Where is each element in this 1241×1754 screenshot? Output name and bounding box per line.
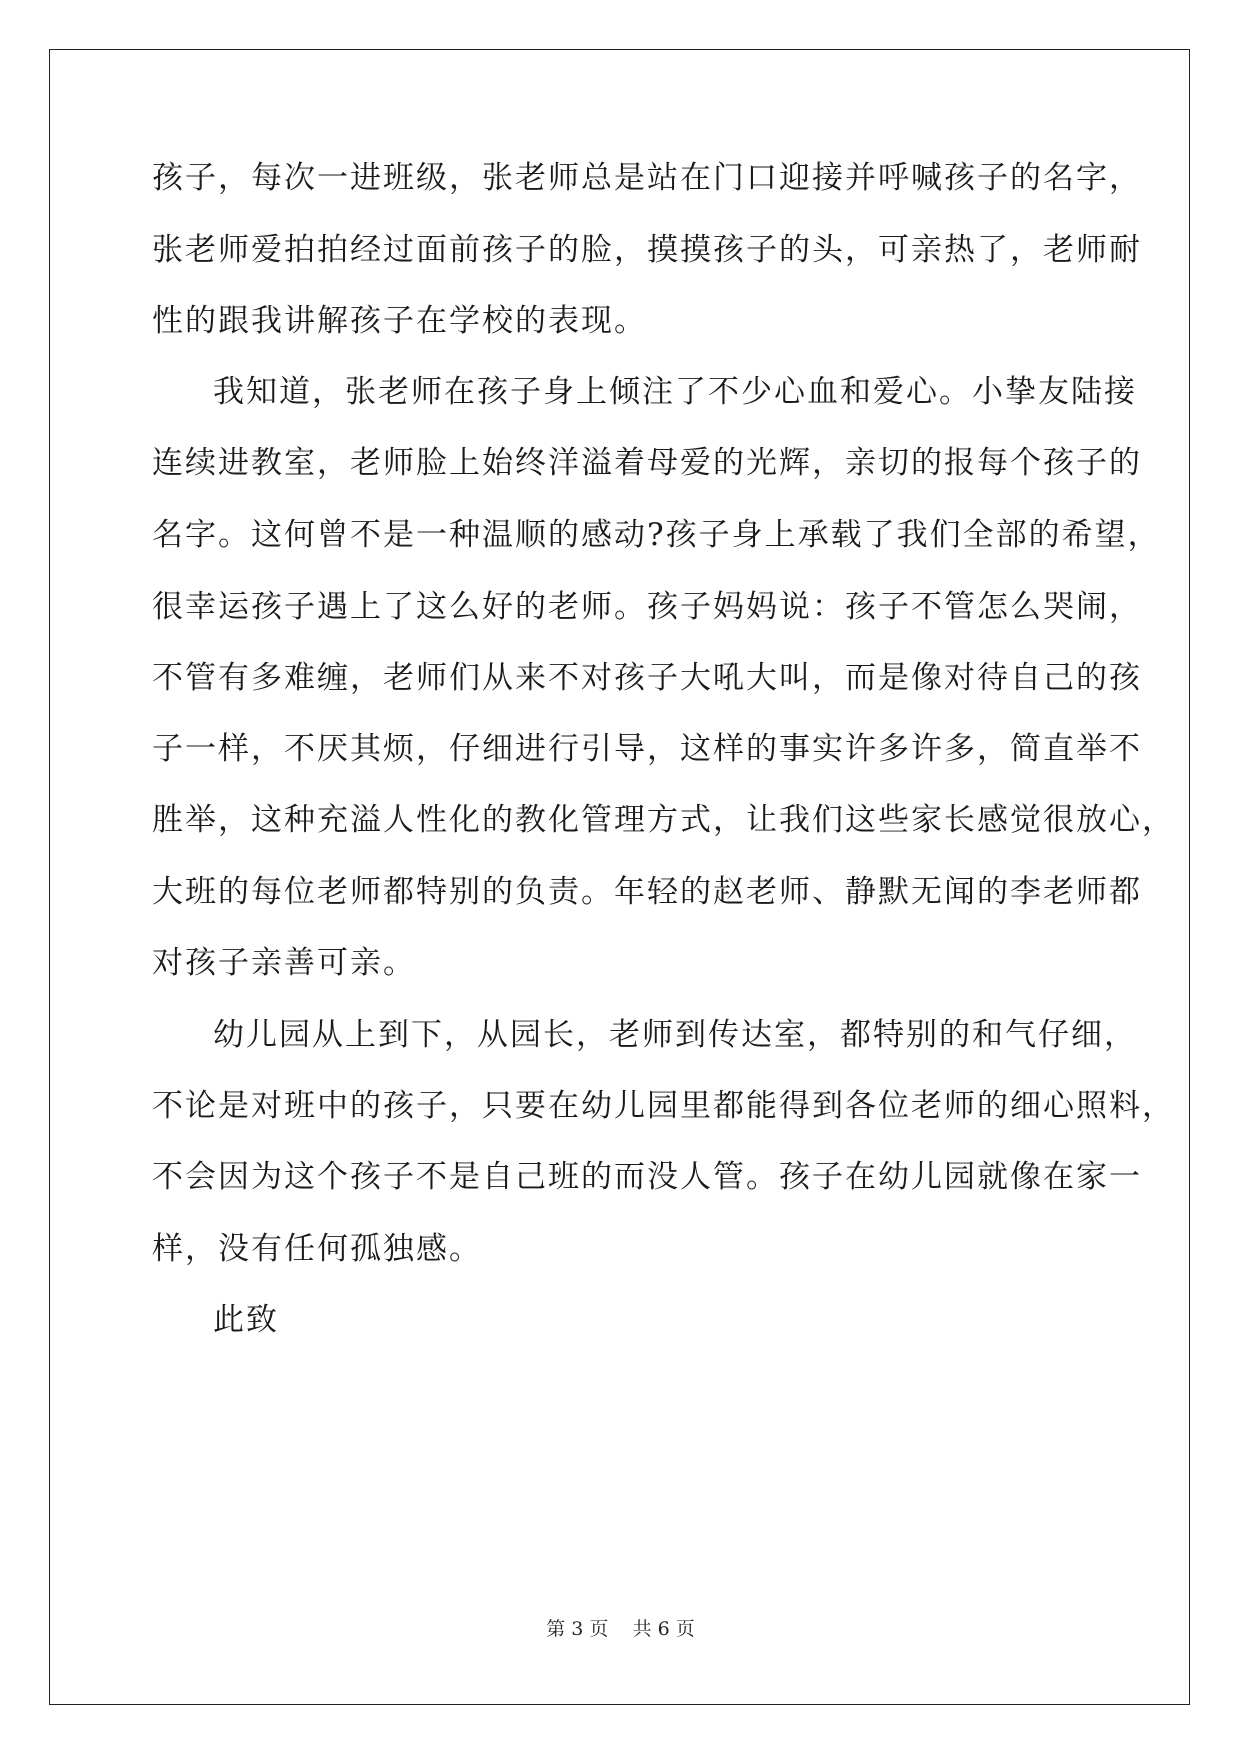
body-text-line: 名字。这何曾不是一种温顺的感动?孩子身上承载了我们全部的希望，	[152, 517, 1161, 553]
body-text-line: 胜举，这种充溢人性化的教化管理方式，让我们这些家长感觉很放心，	[152, 802, 1175, 838]
body-text-line: 不论是对班中的孩子，只要在幼儿园里都能得到各位老师的细心照料，	[152, 1088, 1175, 1124]
body-text-line: 对孩子亲善可亲。	[152, 945, 416, 981]
body-text-line: 孩子，每次一进班级，张老师总是站在门口迎接并呼喊孩子的名字，	[152, 160, 1142, 196]
body-text-line: 子一样，不厌其烦，仔细进行引导，这样的事实许多许多，简直举不	[152, 731, 1142, 767]
body-text-line: 性的跟我讲解孩子在学校的表现。	[152, 303, 647, 339]
body-text-line: 不管有多难缠，老师们从来不对孩子大吼大叫，而是像对待自己的孩	[152, 660, 1142, 696]
closing-salutation: 此致	[213, 1302, 279, 1338]
body-text-line: 很幸运孩子遇上了这么好的老师。孩子妈妈说：孩子不管怎么哭闹，	[152, 589, 1142, 625]
paragraph-start-line: 幼儿园从上到下，从园长，老师到传达室，都特别的和气仔细，	[213, 1017, 1137, 1053]
body-text-line: 样，没有任何孤独感。	[152, 1231, 482, 1267]
body-text-line: 张老师爱拍拍经过面前孩子的脸，摸摸孩子的头，可亲热了，老师耐	[152, 232, 1142, 268]
body-text-line: 不会因为这个孩子不是自己班的而没人管。孩子在幼儿园就像在家一	[152, 1159, 1142, 1195]
body-text-line: 连续进教室，老师脸上始终洋溢着母爱的光辉，亲切的报每个孩子的	[152, 445, 1142, 481]
paragraph-start-line: 我知道，张老师在孩子身上倾注了不少心血和爱心。小挚友陆接	[213, 374, 1137, 410]
body-text-line: 大班的每位老师都特别的负责。年轻的赵老师、静默无闻的李老师都	[152, 874, 1142, 910]
page-number-footer: 第 3 页 共 6 页	[546, 1618, 695, 1640]
